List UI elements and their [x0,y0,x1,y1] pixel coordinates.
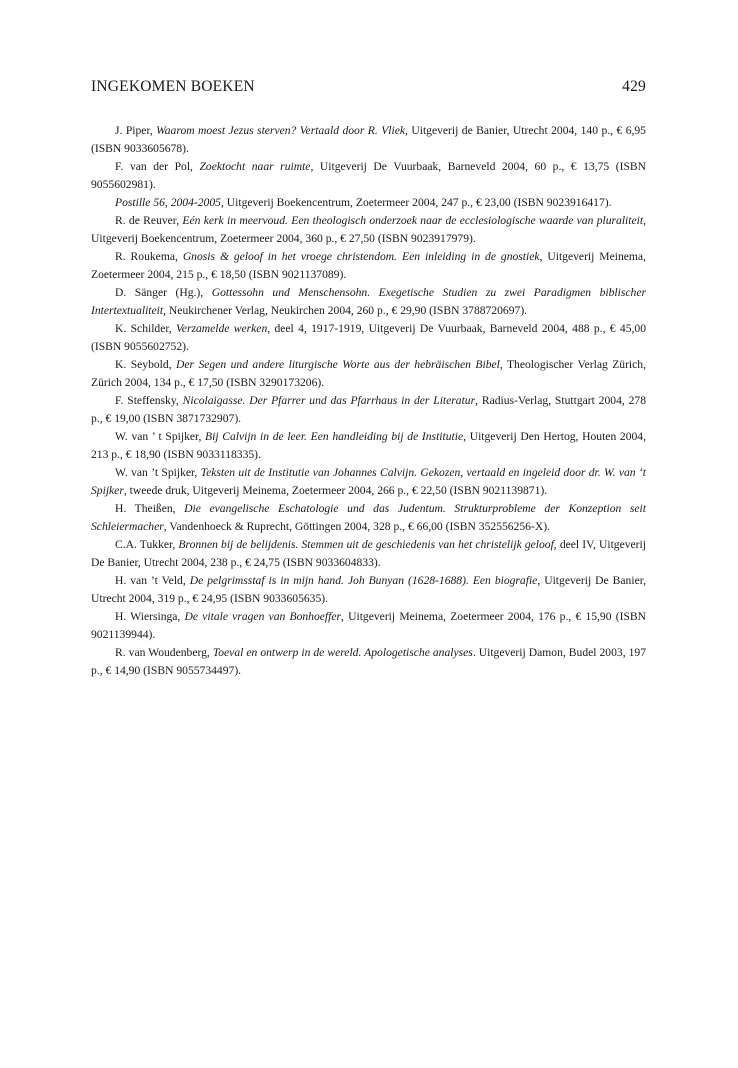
book-entry [91,608,646,644]
entry-author: K. Seybold, [115,358,177,371]
book-entry [91,644,646,680]
entry-details: Uitgeverij Boekencentrum, Zoetermeer 2004, 247 p., € 23,00 (ISBN 9023916417). [223,196,612,209]
book-entry [91,284,646,320]
entry-author: K. Schilder, [115,322,176,335]
entry-details: , Uitgeverij De Banier, Utrecht 2004, 319 p., € 24,95 (ISBN 9033605635). [91,574,647,605]
entry-author: H. Theißen, [115,502,185,515]
book-entry [91,536,646,572]
book-entry [91,428,646,464]
entry-author: F. van der Pol, [115,160,200,173]
entry-title: De pelgrimsstaf is in mijn hand. Joh Bunyan (1628-1688). Een biografie [189,574,538,587]
book-entry [91,464,646,500]
entry-author: R. de Reuver, [115,214,183,227]
entry-author: R. van Woudenberg, [115,646,213,659]
entry-details: , Uitgeverij Meinema, Zoetermeer 2004, 176 p., € 15,90 (ISBN 9021139944). [91,610,646,641]
header-title: INGEKOMEN BOEKEN [91,78,255,95]
entry-details: , Radius-Verlag, Stuttgart 2004, 278 p., € 19,00 (ISBN 3871732907). [91,394,646,425]
entry-details: , tweede druk, Uitgeverij Meinema, Zoetermeer 2004, 266 p., € 22,50 (ISBN 9021139871). [123,484,548,497]
entry-details: , Neukirchener Verlag, Neukirchen 2004, 260 p., € 29,90 (ISBN 3788720697). [163,304,528,317]
book-entry [91,194,646,212]
book-entry [91,500,646,536]
entry-title: Toeval en ontwerp in de wereld. Apologetische analyses [212,646,473,659]
entry-author: H. Wiersinga, [115,610,185,623]
entry-title: Waarom moest Jezus sterven? Vertaald door R. Vliek [156,124,406,137]
entry-details: , Uitgeverij Boekencentrum, Zoetermeer 2004, 360 p., € 27,50 (ISBN 9023917979). [91,214,646,245]
entry-title: Eén kerk in meervoud. Een theologisch onderzoek naar de ecclesiologische waarde van pluraliteit [182,214,644,227]
entry-author: D. Sänger (Hg.), [115,286,212,299]
entry-title: Zoektocht naar ruimte [199,160,311,173]
book-entry [91,392,646,428]
entry-details: deel IV, Uitgeverij De Banier, Utrecht 2004, 238 p., € 24,75 (ISBN 9033604833). [91,538,646,569]
entry-details: , Uitgeverij Meinema, Zoetermeer 2004, 215 p., € 18,50 (ISBN 9021137089). [91,250,646,281]
entry-details: , Uitgeverij Den Hertog, Houten 2004, 213 p., € 18,90 (ISBN 9033118335). [91,430,647,461]
entry-title: Bij Calvijn in de leer. Een handleiding bij de Institutie [205,430,464,443]
entry-title: Nicolaigasse. Der Pfarrer und das Pfarrhaus in der Literatur [182,394,476,407]
entry-details: , Uitgeverij De Vuurbaak, Barneveld 2004, 60 p., € 13,75 (ISBN 9055602981). [91,160,647,191]
entry-details: , Uitgeverij de Banier, Utrecht 2004, 140 p., € 6,95 (ISBN 9033605678). [91,124,646,155]
book-entry [91,356,646,392]
book-entry [91,122,646,158]
entry-title: Bronnen bij de belijdenis. Stemmen uit de geschiedenis van het christelijk geloof, [178,538,557,551]
book-entry [91,212,646,248]
entry-title: Gottessohn und Menschensohn. Exegetische Studien zu zwei Paradigmen biblischer Intertextualiteit [91,286,646,317]
book-list [91,122,646,680]
entry-title: Verzamelde werken [176,322,268,335]
book-entry [91,320,646,356]
entry-author: W. van ’ t Spijker, [115,430,206,443]
entry-author: C.A. Tukker, [115,538,179,551]
entry-title: Der Segen und andere liturgische Worte aus der hebräischen Bibel [176,358,500,371]
entry-author: J. Piper, [115,124,157,137]
entry-title: De vitale vragen van Bonhoeffer [184,610,342,623]
entry-title: Die evangelische Eschatologie und das Judentum. Strukturprobleme der Konzeption seit Schleiermacher [91,502,646,533]
entry-author: R. Roukema, [115,250,183,263]
book-entry [91,248,646,284]
entry-details: . Uitgeverij Damon, Budel 2003, 197 p., € 14,90 (ISBN 9055734497). [91,646,647,677]
page-number: 429 [622,78,646,95]
entry-details: , Theologischer Verlag Zürich, Zürich 2004, 134 p., € 17,50 (ISBN 3290173206). [91,358,646,389]
entry-title: Postille 56, 2004-2005, [115,196,224,209]
entry-title: Teksten uit de Institutie van Johannes Calvijn. Gekozen, vertaald en ingeleid door dr. W. van ‘t Spijker [91,466,646,497]
entry-title: Gnosis & geloof in het vroege christendom. Een inleiding in de gnostiek [182,250,540,263]
book-entry [91,572,646,608]
entry-details: , Vandenhoeck & Ruprecht, Göttingen 2004, 328 p., € 66,00 (ISBN 352556256-X). [163,520,550,533]
entry-author: H. van ’t Veld, [115,574,190,587]
book-entry [91,158,646,194]
entry-author: F. Steffensky, [115,394,183,407]
running-header [91,78,646,96]
entry-author: W. van ’t Spijker, [115,466,201,479]
entry-details: , deel 4, 1917-1919, Uitgeverij De Vuurbaak, Barneveld 2004, 488 p., € 45,00 (ISBN 9055602752). [91,322,646,353]
